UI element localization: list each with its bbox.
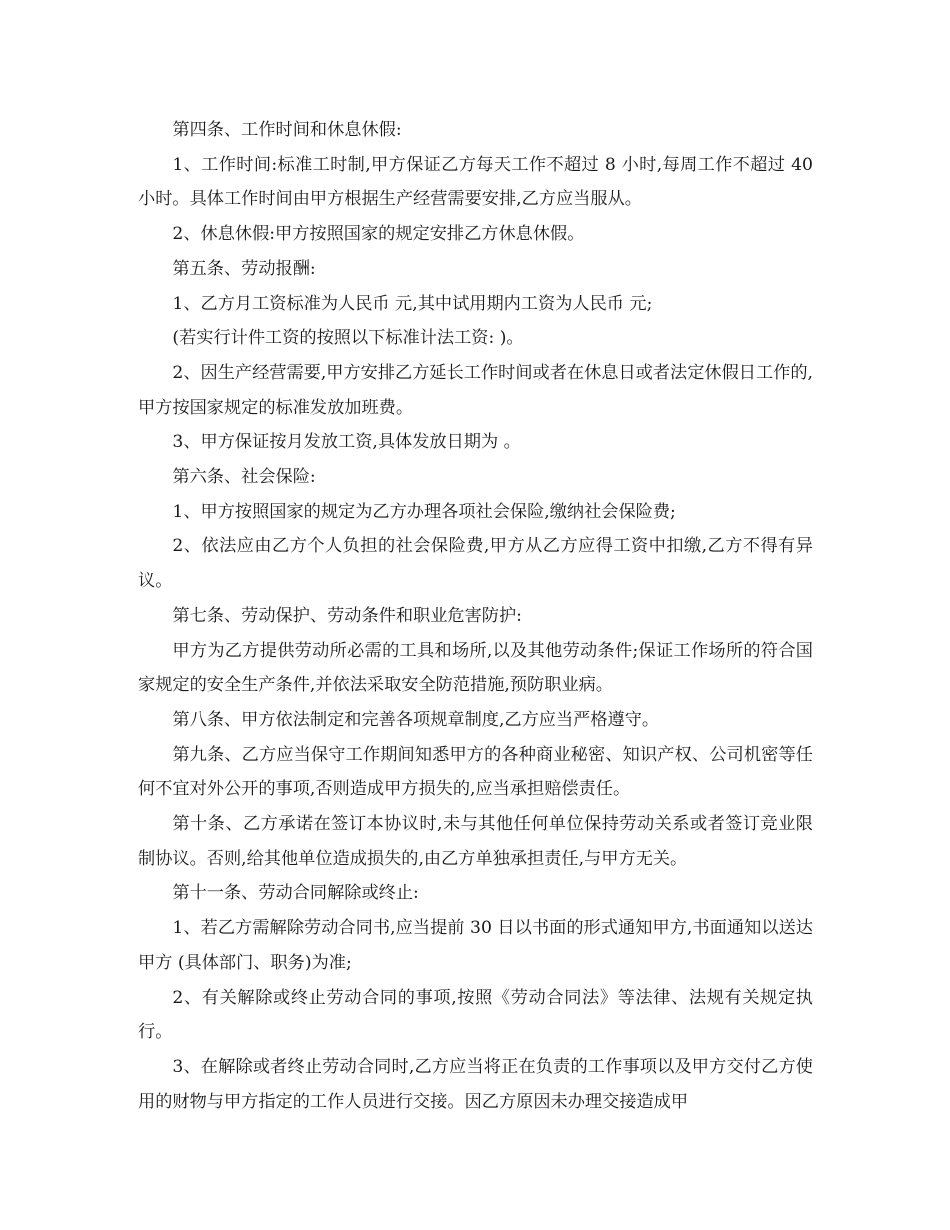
paragraph-social-insurance: 1、甲方按照国家的规定为乙方办理各项社会保险,缴纳社会保险费; [172,501,676,522]
paragraph-article-6-heading: 第六条、社会保险: [172,467,316,488]
paragraph-piece-rate: (若实行计件工资的按照以下标准计法工资: )。 [172,328,524,349]
paragraph-termination-law: 2、有关解除或终止劳动合同的事项,按照《劳动合同法》等法律、法规有关规定执行。 [138,987,813,1043]
paragraph-working-hours: 1、工作时间:标准工时制,甲方保证乙方每天工作不超过 8 小时,每周工作不超过 40 小时。具体工作时间由甲方根据生产经营需要安排,乙方应当服从。 [138,154,813,210]
paragraph-article-8: 第八条、甲方依法制定和完善各项规章制度,乙方应当严格遵守。 [172,709,660,730]
paragraph-article-9: 第九条、乙方应当保守工作期间知悉甲方的各种商业秘密、知识产权、公司机密等任何不宜对外公开的事项,否则造成甲方损失的,应当承担赔偿责任。 [138,744,813,800]
document-body [138,113,813,1119]
paragraph-overtime: 2、因生产经营需要,甲方安排乙方延长工作时间或者在休息日或者法定休假日工作的,甲方按国家规定的标准发放加班费。 [138,362,814,418]
paragraph-article-7-heading: 第七条、劳动保护、劳动条件和职业危害防护: [172,605,522,626]
paragraph-article-11-heading: 第十一条、劳动合同解除或终止: [172,883,419,904]
paragraph-pay-date: 3、甲方保证按月发放工资,具体发放日期为 。 [172,432,521,453]
paragraph-handover: 3、在解除或者终止劳动合同时,乙方应当将正在负责的工作事项以及甲方交付乙方使用的财物与甲方指定的工作人员进行交接。因乙方原因未办理交接造成甲 [138,1056,813,1112]
paragraph-monthly-salary: 1、乙方月工资标准为人民币 元,其中试用期内工资为人民币 元; [172,293,653,314]
paragraph-article-4-heading: 第四条、工作时间和休息休假: [172,120,402,140]
paragraph-rest-leave: 2、休息休假:甲方按照国家的规定安排乙方休息休假。 [172,224,585,245]
paragraph-labor-protection: 甲方为乙方提供劳动所必需的工具和场所,以及其他劳动条件;保证工作场所的符合国家规定的安全生产条件,并依法采取安全防范措施,预防职业病。 [138,640,813,696]
paragraph-resignation-notice: 1、若乙方需解除劳动合同书,应当提前 30 日以书面的形式通知甲方,书面通知以送达甲方 (具体部门、职务)为准; [138,918,813,973]
paragraph-insurance-deduction: 2、依法应由乙方个人负担的社会保险费,甲方从乙方应得工资中扣缴,乙方不得有异议。 [138,536,813,592]
paragraph-article-5-heading: 第五条、劳动报酬: [172,258,316,279]
paragraph-article-10: 第十条、乙方承诺在签订本协议时,未与其他任何单位保持劳动关系或者签订竞业限制协议。否则,给其他单位造成损失的,由乙方单独承担责任,与甲方无关。 [138,814,813,869]
